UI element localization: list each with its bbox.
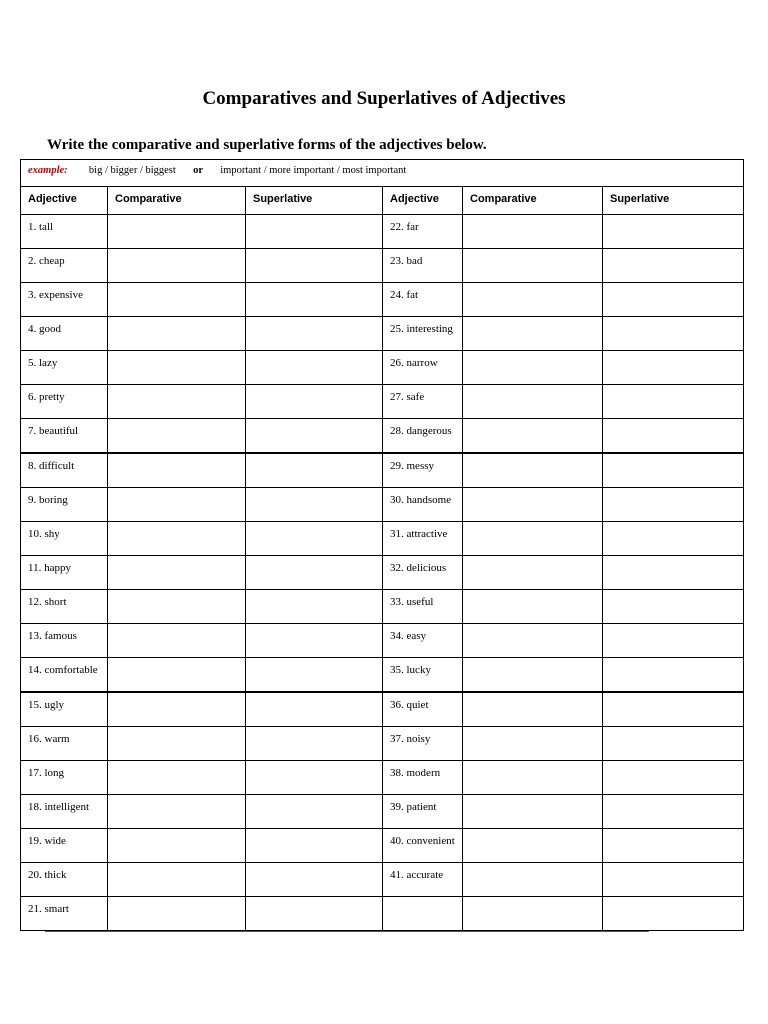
adjective-cell: 33. useful bbox=[383, 590, 463, 624]
adjective-cell: 4. good bbox=[21, 317, 108, 351]
adjective-cell: 17. long bbox=[21, 761, 108, 795]
comparative-answer-cell[interactable] bbox=[108, 385, 246, 419]
adjective-cell: 30. handsome bbox=[383, 488, 463, 522]
superlative-answer-cell[interactable] bbox=[603, 522, 744, 556]
superlative-answer-cell[interactable] bbox=[246, 488, 383, 522]
comparative-answer-cell[interactable] bbox=[108, 658, 246, 693]
table-row bbox=[21, 419, 744, 454]
adjective-cell: 36. quiet bbox=[383, 692, 463, 727]
example-row bbox=[21, 160, 744, 187]
comparative-answer-cell[interactable] bbox=[463, 385, 603, 419]
table-row bbox=[21, 795, 744, 829]
superlative-answer-cell[interactable] bbox=[603, 215, 744, 249]
example-first: big / bigger / biggest bbox=[88, 165, 176, 176]
adjective-cell: 3. expensive bbox=[21, 283, 108, 317]
adjective-cell: 22. far bbox=[383, 215, 463, 249]
adjective-cell: 38. modern bbox=[383, 761, 463, 795]
comparative-answer-cell[interactable] bbox=[463, 453, 603, 488]
superlative-answer-cell[interactable] bbox=[246, 590, 383, 624]
superlative-answer-cell[interactable] bbox=[603, 590, 744, 624]
table-row bbox=[21, 727, 744, 761]
table-row bbox=[21, 658, 744, 693]
table-row bbox=[21, 385, 744, 419]
header-comparative: Comparative bbox=[463, 187, 603, 215]
table-row bbox=[21, 897, 744, 931]
superlative-answer-cell[interactable] bbox=[246, 283, 383, 317]
comparative-answer-cell[interactable] bbox=[108, 863, 246, 897]
superlative-answer-cell[interactable] bbox=[603, 351, 744, 385]
superlative-answer-cell[interactable] bbox=[246, 624, 383, 658]
adjective-cell: 11. happy bbox=[21, 556, 108, 590]
table-row bbox=[21, 488, 744, 522]
adjective-cell: 8. difficult bbox=[21, 453, 108, 488]
superlative-answer-cell[interactable] bbox=[246, 761, 383, 795]
comparative-answer-cell[interactable] bbox=[463, 419, 603, 454]
table-row bbox=[21, 215, 744, 249]
comparative-answer-cell[interactable] bbox=[463, 795, 603, 829]
table-row bbox=[21, 761, 744, 795]
comparative-answer-cell[interactable] bbox=[108, 624, 246, 658]
adjective-cell: 29. messy bbox=[383, 453, 463, 488]
superlative-answer-cell[interactable] bbox=[603, 453, 744, 488]
superlative-answer-cell[interactable] bbox=[246, 351, 383, 385]
superlative-answer-cell[interactable] bbox=[603, 488, 744, 522]
adjective-cell: 28. dangerous bbox=[383, 419, 463, 454]
adjective-cell: 2. cheap bbox=[21, 249, 108, 283]
superlative-answer-cell[interactable] bbox=[246, 727, 383, 761]
comparative-answer-cell[interactable] bbox=[463, 590, 603, 624]
adjective-cell: 39. patient bbox=[383, 795, 463, 829]
comparative-answer-cell[interactable] bbox=[108, 317, 246, 351]
superlative-answer-cell[interactable] bbox=[246, 658, 383, 693]
adjective-cell: 16. warm bbox=[21, 727, 108, 761]
comparative-answer-cell[interactable] bbox=[463, 658, 603, 693]
table-row bbox=[21, 522, 744, 556]
table-row bbox=[21, 249, 744, 283]
comparative-answer-cell[interactable] bbox=[463, 692, 603, 727]
header-adjective: Adjective bbox=[21, 187, 108, 215]
comparative-answer-cell[interactable] bbox=[108, 727, 246, 761]
superlative-answer-cell[interactable] bbox=[603, 897, 744, 931]
adjective-cell: 20. thick bbox=[21, 863, 108, 897]
adjective-cell: 10. shy bbox=[21, 522, 108, 556]
comparative-answer-cell[interactable] bbox=[108, 249, 246, 283]
header-superlative: Superlative bbox=[246, 187, 383, 215]
comparative-answer-cell[interactable] bbox=[463, 283, 603, 317]
footer-divider bbox=[45, 931, 649, 932]
adjective-cell: 21. smart bbox=[21, 897, 108, 931]
comparative-answer-cell[interactable] bbox=[463, 897, 603, 931]
comparative-answer-cell[interactable] bbox=[108, 829, 246, 863]
table-row bbox=[21, 829, 744, 863]
comparative-answer-cell[interactable] bbox=[108, 897, 246, 931]
instruction-text: Write the comparative and superlative forms of the adjectives below. bbox=[47, 137, 487, 153]
comparative-answer-cell[interactable] bbox=[463, 829, 603, 863]
comparative-answer-cell[interactable] bbox=[463, 522, 603, 556]
superlative-answer-cell[interactable] bbox=[246, 249, 383, 283]
table-row bbox=[21, 863, 744, 897]
superlative-answer-cell[interactable] bbox=[246, 897, 383, 931]
table-row bbox=[21, 317, 744, 351]
superlative-answer-cell[interactable] bbox=[603, 556, 744, 590]
superlative-answer-cell[interactable] bbox=[603, 419, 744, 454]
comparative-answer-cell[interactable] bbox=[108, 215, 246, 249]
adjective-cell: 18. intelligent bbox=[21, 795, 108, 829]
comparative-answer-cell[interactable] bbox=[463, 249, 603, 283]
table-row bbox=[21, 692, 744, 727]
superlative-answer-cell[interactable] bbox=[603, 317, 744, 351]
adjective-cell bbox=[383, 897, 463, 931]
header-adjective: Adjective bbox=[383, 187, 463, 215]
table-row bbox=[21, 453, 744, 488]
superlative-answer-cell[interactable] bbox=[603, 283, 744, 317]
adjective-cell: 31. attractive bbox=[383, 522, 463, 556]
superlative-answer-cell[interactable] bbox=[603, 863, 744, 897]
comparative-answer-cell[interactable] bbox=[108, 453, 246, 488]
adjective-cell: 15. ugly bbox=[21, 692, 108, 727]
adjective-table bbox=[20, 159, 744, 931]
adjective-cell: 12. short bbox=[21, 590, 108, 624]
header-row bbox=[21, 187, 744, 215]
adjective-cell: 32. delicious bbox=[383, 556, 463, 590]
adjective-cell: 23. bad bbox=[383, 249, 463, 283]
header-comparative: Comparative bbox=[108, 187, 246, 215]
superlative-answer-cell[interactable] bbox=[603, 249, 744, 283]
comparative-answer-cell[interactable] bbox=[463, 556, 603, 590]
comparative-answer-cell[interactable] bbox=[108, 419, 246, 454]
superlative-answer-cell[interactable] bbox=[246, 692, 383, 727]
superlative-answer-cell[interactable] bbox=[603, 727, 744, 761]
table-row bbox=[21, 624, 744, 658]
adjective-cell: 37. noisy bbox=[383, 727, 463, 761]
adjective-cell: 27. safe bbox=[383, 385, 463, 419]
superlative-answer-cell[interactable] bbox=[246, 453, 383, 488]
example-second: important / more important / most important bbox=[220, 165, 407, 176]
comparative-answer-cell[interactable] bbox=[463, 727, 603, 761]
adjective-cell: 41. accurate bbox=[383, 863, 463, 897]
comparative-answer-cell[interactable] bbox=[463, 317, 603, 351]
superlative-answer-cell[interactable] bbox=[603, 385, 744, 419]
header-superlative: Superlative bbox=[603, 187, 744, 215]
comparative-answer-cell[interactable] bbox=[108, 283, 246, 317]
superlative-answer-cell[interactable] bbox=[246, 863, 383, 897]
comparative-answer-cell[interactable] bbox=[108, 556, 246, 590]
comparative-answer-cell[interactable] bbox=[463, 761, 603, 795]
comparative-answer-cell[interactable] bbox=[108, 522, 246, 556]
superlative-answer-cell[interactable] bbox=[246, 556, 383, 590]
adjective-cell: 6. pretty bbox=[21, 385, 108, 419]
example-label: example: bbox=[28, 165, 68, 176]
table-row bbox=[21, 556, 744, 590]
adjective-cell: 40. convenient bbox=[383, 829, 463, 863]
comparative-answer-cell[interactable] bbox=[108, 761, 246, 795]
example-separator: or bbox=[193, 165, 203, 176]
adjective-cell: 34. easy bbox=[383, 624, 463, 658]
comparative-answer-cell[interactable] bbox=[463, 215, 603, 249]
comparative-answer-cell[interactable] bbox=[108, 795, 246, 829]
adjective-cell: 19. wide bbox=[21, 829, 108, 863]
superlative-answer-cell[interactable] bbox=[603, 692, 744, 727]
superlative-answer-cell[interactable] bbox=[246, 419, 383, 454]
superlative-answer-cell[interactable] bbox=[246, 829, 383, 863]
superlative-answer-cell[interactable] bbox=[603, 761, 744, 795]
adjective-cell: 7. beautiful bbox=[21, 419, 108, 454]
superlative-answer-cell[interactable] bbox=[603, 795, 744, 829]
comparative-answer-cell[interactable] bbox=[108, 351, 246, 385]
superlative-answer-cell[interactable] bbox=[246, 215, 383, 249]
adjective-cell: 25. interesting bbox=[383, 317, 463, 351]
comparative-answer-cell[interactable] bbox=[463, 488, 603, 522]
superlative-answer-cell[interactable] bbox=[603, 829, 744, 863]
superlative-answer-cell[interactable] bbox=[603, 658, 744, 693]
adjective-cell: 14. comfortable bbox=[21, 658, 108, 693]
adjective-cell: 9. boring bbox=[21, 488, 108, 522]
superlative-answer-cell[interactable] bbox=[603, 624, 744, 658]
superlative-answer-cell[interactable] bbox=[246, 385, 383, 419]
superlative-answer-cell[interactable] bbox=[246, 317, 383, 351]
adjective-cell: 26. narrow bbox=[383, 351, 463, 385]
comparative-answer-cell[interactable] bbox=[108, 692, 246, 727]
comparative-answer-cell[interactable] bbox=[108, 488, 246, 522]
adjective-cell: 24. fat bbox=[383, 283, 463, 317]
table-row bbox=[21, 351, 744, 385]
comparative-answer-cell[interactable] bbox=[108, 590, 246, 624]
comparative-answer-cell[interactable] bbox=[463, 863, 603, 897]
page-title: Comparatives and Superlatives of Adjectives bbox=[202, 88, 566, 109]
comparative-answer-cell[interactable] bbox=[463, 624, 603, 658]
superlative-answer-cell[interactable] bbox=[246, 795, 383, 829]
table-row bbox=[21, 590, 744, 624]
table-row bbox=[21, 283, 744, 317]
adjective-cell: 13. famous bbox=[21, 624, 108, 658]
adjective-cell: 5. lazy bbox=[21, 351, 108, 385]
adjective-cell: 1. tall bbox=[21, 215, 108, 249]
superlative-answer-cell[interactable] bbox=[246, 522, 383, 556]
adjective-cell: 35. lucky bbox=[383, 658, 463, 693]
comparative-answer-cell[interactable] bbox=[463, 351, 603, 385]
example-cell bbox=[21, 160, 744, 187]
